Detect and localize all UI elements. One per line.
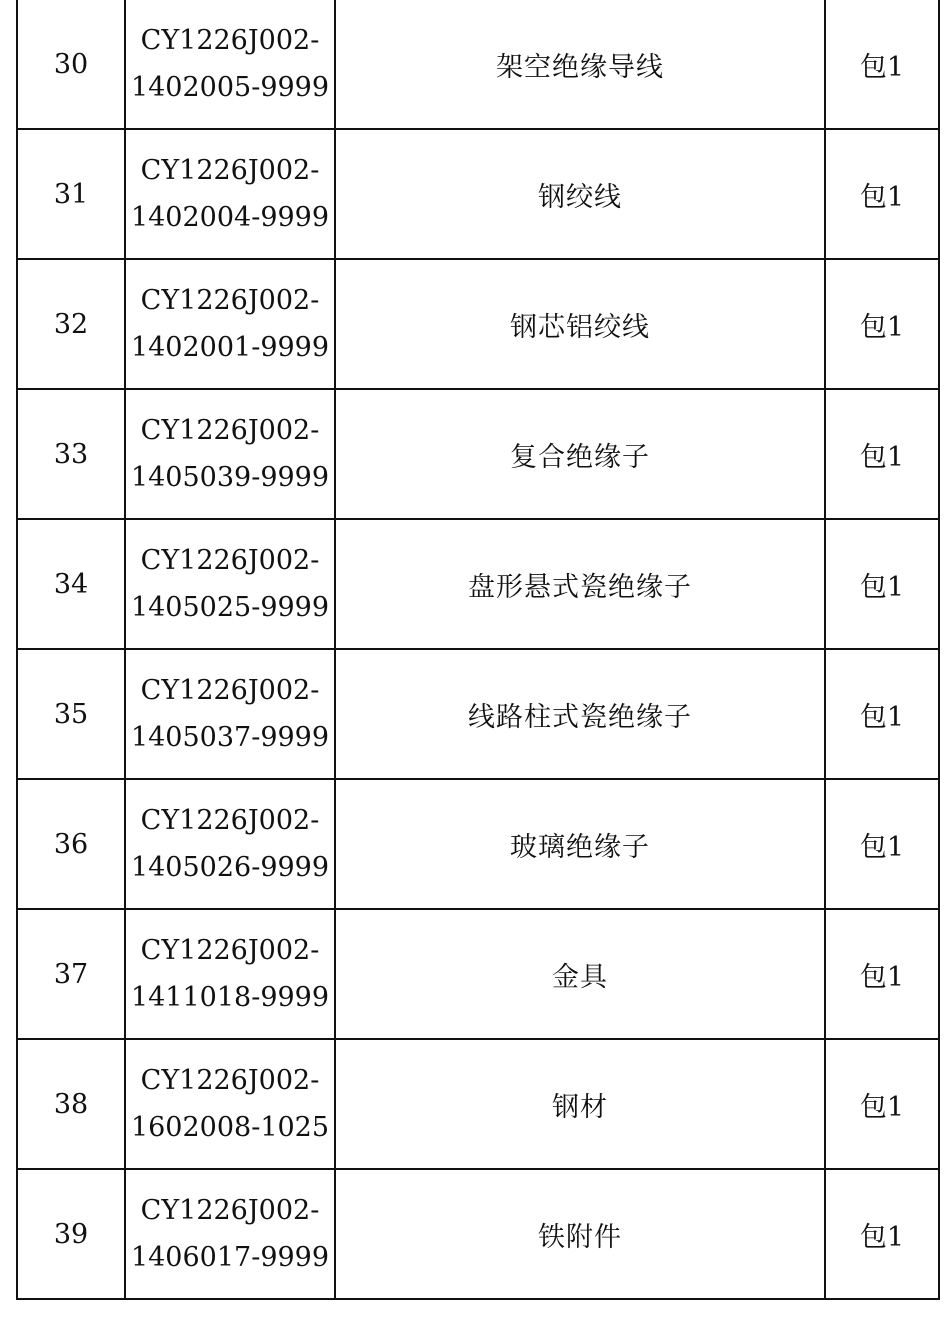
- material-name: 线路柱式瓷绝缘子: [335, 649, 825, 779]
- table-row: [17, 129, 939, 259]
- table-row: [17, 519, 939, 649]
- package-label: 包1: [825, 1039, 939, 1169]
- material-name: 盘形悬式瓷绝缘子: [335, 519, 825, 649]
- material-code-line2: 1405026-9999: [130, 852, 330, 883]
- material-code-line2: 1411018-9999: [130, 982, 330, 1013]
- material-code: [125, 779, 335, 909]
- row-number: 31: [17, 129, 125, 259]
- table-row: [17, 1169, 939, 1299]
- materials-table: [16, 0, 940, 1300]
- material-code-line2: 1402001-9999: [130, 332, 330, 363]
- material-code: [125, 0, 335, 129]
- material-code-line1: CY1226J002-: [140, 285, 320, 316]
- package-label: 包1: [825, 0, 939, 129]
- row-number: 30: [17, 0, 125, 129]
- material-code: [125, 389, 335, 519]
- material-code-line1: CY1226J002-: [140, 1195, 320, 1226]
- material-name: 复合绝缘子: [335, 389, 825, 519]
- row-number: 39: [17, 1169, 125, 1299]
- table-row: [17, 259, 939, 389]
- material-name: 架空绝缘导线: [335, 0, 825, 129]
- package-label: 包1: [825, 1169, 939, 1299]
- material-code-line1: CY1226J002-: [140, 675, 320, 706]
- row-number: 36: [17, 779, 125, 909]
- material-code-line2: 1405039-9999: [130, 462, 330, 493]
- material-name: 玻璃绝缘子: [335, 779, 825, 909]
- table-row: [17, 1039, 939, 1169]
- material-name: 金具: [335, 909, 825, 1039]
- material-code: [125, 519, 335, 649]
- table-row: [17, 909, 939, 1039]
- material-name: 钢芯铝绞线: [335, 259, 825, 389]
- material-name: 钢材: [335, 1039, 825, 1169]
- material-code-line1: CY1226J002-: [140, 805, 320, 836]
- material-code: [125, 1169, 335, 1299]
- material-code: [125, 129, 335, 259]
- material-code-line1: CY1226J002-: [140, 415, 320, 446]
- table-row: [17, 649, 939, 779]
- material-code: [125, 259, 335, 389]
- row-number: 33: [17, 389, 125, 519]
- material-code: [125, 909, 335, 1039]
- table-row: [17, 389, 939, 519]
- material-code-line2: 1406017-9999: [130, 1242, 330, 1273]
- material-name: 钢绞线: [335, 129, 825, 259]
- material-code-line1: CY1226J002-: [140, 25, 320, 56]
- material-code-line2: 1402005-9999: [130, 72, 330, 103]
- material-code: [125, 1039, 335, 1169]
- material-name: 铁附件: [335, 1169, 825, 1299]
- package-label: 包1: [825, 129, 939, 259]
- package-label: 包1: [825, 779, 939, 909]
- material-code-line1: CY1226J002-: [140, 545, 320, 576]
- material-code-line2: 1402004-9999: [130, 202, 330, 233]
- table-row: [17, 779, 939, 909]
- package-label: 包1: [825, 649, 939, 779]
- row-number: 37: [17, 909, 125, 1039]
- material-code-line2: 1405037-9999: [130, 722, 330, 753]
- row-number: 35: [17, 649, 125, 779]
- row-number: 38: [17, 1039, 125, 1169]
- table-row: [17, 0, 939, 129]
- package-label: 包1: [825, 519, 939, 649]
- material-code-line1: CY1226J002-: [140, 935, 320, 966]
- material-code-line2: 1602008-1025: [130, 1112, 330, 1143]
- package-label: 包1: [825, 909, 939, 1039]
- material-code: [125, 649, 335, 779]
- material-code-line2: 1405025-9999: [130, 592, 330, 623]
- row-number: 32: [17, 259, 125, 389]
- package-label: 包1: [825, 389, 939, 519]
- package-label: 包1: [825, 259, 939, 389]
- material-code-line1: CY1226J002-: [140, 155, 320, 186]
- row-number: 34: [17, 519, 125, 649]
- material-code-line1: CY1226J002-: [140, 1065, 320, 1096]
